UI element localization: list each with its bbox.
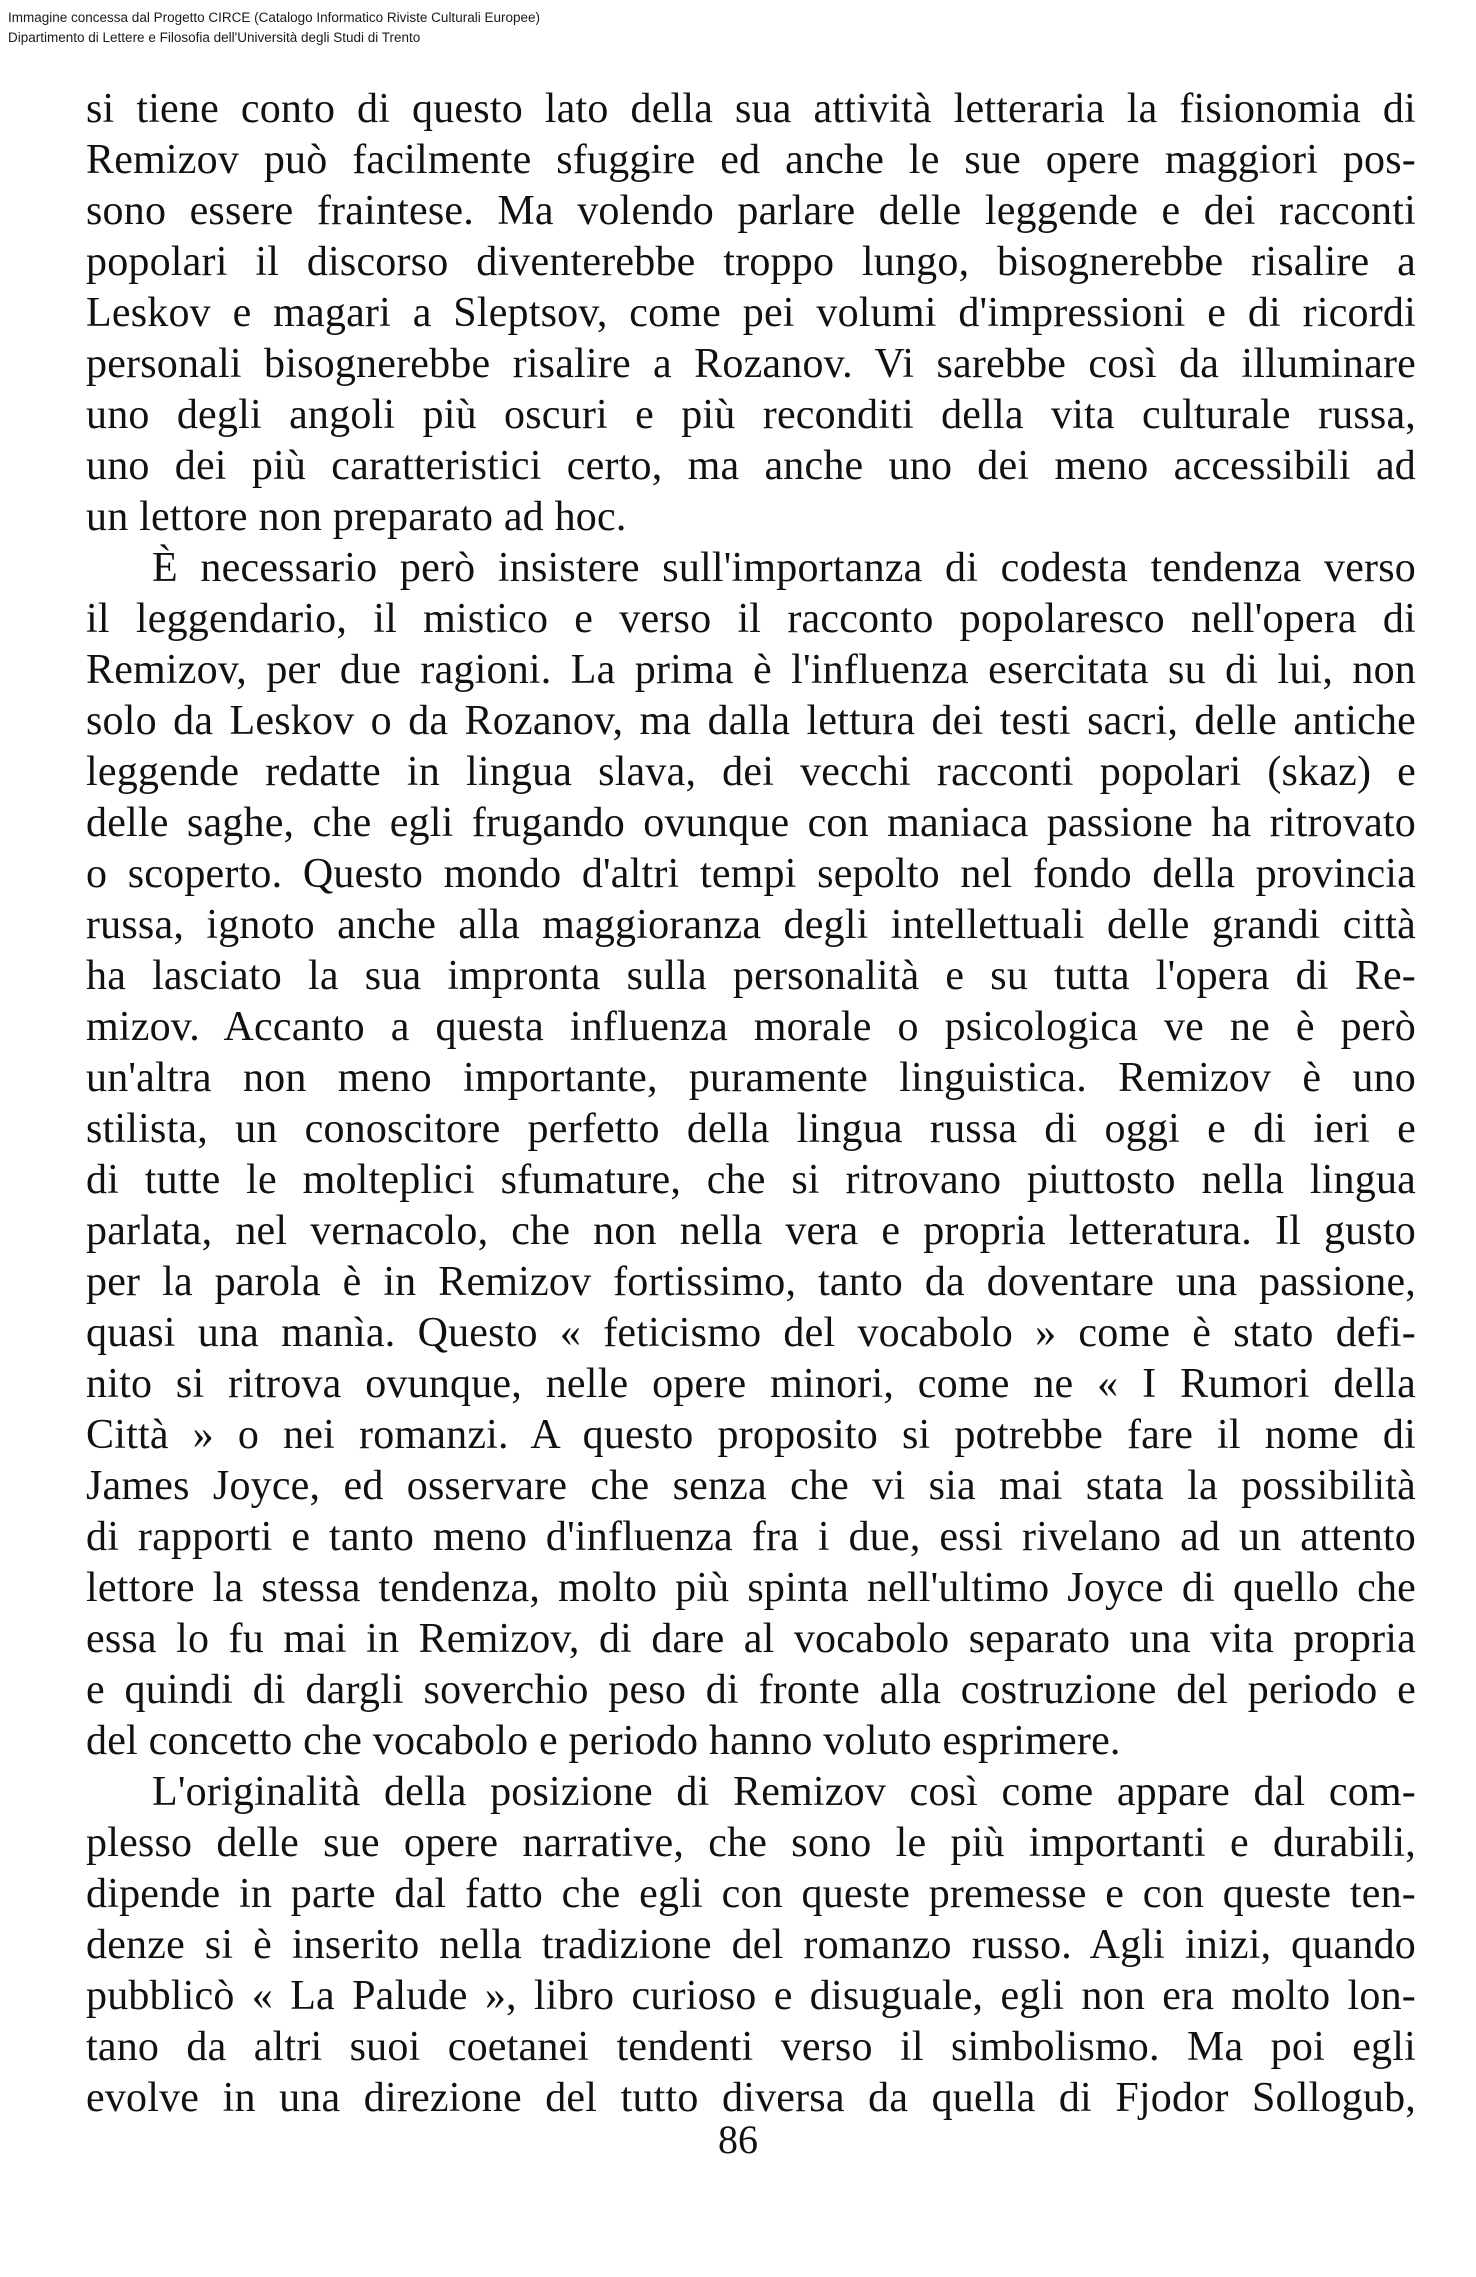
text-line: Città » o nei romanzi. A questo proposito si potrebbe fare il nome di [86, 1412, 1416, 1458]
paragraph [86, 84, 1416, 543]
text-line: Remizov può facilmente sfuggire ed anche le sue opere maggiori pos- [86, 137, 1416, 183]
text-line: parlata, nel vernacolo, che non nella vera e propria letteratura. Il gusto [86, 1208, 1416, 1254]
text-line: e quindi di dargli soverchio peso di fronte alla costruzione del periodo e [86, 1667, 1416, 1713]
paragraph [86, 1767, 1416, 2124]
text-line: solo da Leskov o da Rozanov, ma dalla lettura dei testi sacri, delle antiche [86, 698, 1416, 744]
text-line: russa, ignoto anche alla maggioranza degli intellettuali delle grandi città [86, 902, 1416, 948]
text-line: il leggendario, il mistico e verso il racconto popolaresco nell'opera di [86, 596, 1416, 642]
text-line: si tiene conto di questo lato della sua attività letteraria la fisionomia di [86, 86, 1416, 132]
text-line: leggende redatte in lingua slava, dei vecchi racconti popolari (skaz) e [86, 749, 1416, 795]
attribution-line-1: Immagine concessa dal Progetto CIRCE (Catalogo Informatico Riviste Culturali Europee) [8, 10, 540, 25]
text-line: lettore la stessa tendenza, molto più spinta nell'ultimo Joyce di quello che [86, 1565, 1416, 1611]
text-line: del concetto che vocabolo e periodo hanno voluto esprimere. [86, 1718, 1121, 1764]
text-line: James Joyce, ed osservare che senza che vi sia mai stata la possibilità [86, 1463, 1416, 1509]
text-line: stilista, un conoscitore perfetto della lingua russa di oggi e di ieri e [86, 1106, 1416, 1152]
body-text [86, 84, 1416, 2124]
text-line: uno degli angoli più oscuri e più reconditi della vita culturale russa, [86, 392, 1416, 438]
text-line: sono essere fraintese. Ma volendo parlare delle leggende e dei racconti [86, 188, 1416, 234]
attribution-header [8, 8, 540, 48]
attribution-line-2: Dipartimento di Lettere e Filosofia dell'Università degli Studi di Trento [8, 30, 421, 45]
text-line: un'altra non meno importante, puramente linguistica. Remizov è uno [86, 1055, 1416, 1101]
text-line: popolari il discorso diventerebbe troppo lungo, bisognerebbe risalire a [86, 239, 1416, 285]
text-line: o scoperto. Questo mondo d'altri tempi sepolto nel fondo della provincia [86, 851, 1416, 897]
text-line: personali bisognerebbe risalire a Rozanov. Vi sarebbe così da illuminare [86, 341, 1416, 387]
text-line: pubblicò « La Palude », libro curioso e disuguale, egli non era molto lon- [86, 1973, 1416, 2019]
text-line: delle saghe, che egli frugando ovunque con maniaca passione ha ritrovato [86, 800, 1416, 846]
text-line: evolve in una direzione del tutto diversa da quella di Fjodor Sollogub, [86, 2075, 1416, 2121]
text-line: nito si ritrova ovunque, nelle opere minori, come ne « I Rumori della [86, 1361, 1416, 1407]
text-line: ha lasciato la sua impronta sulla personalità e su tutta l'opera di Re- [86, 953, 1416, 999]
text-line: Remizov, per due ragioni. La prima è l'influenza esercitata su di lui, non [86, 647, 1416, 693]
page-number: 86 [718, 2117, 758, 2162]
text-line: L'originalità della posizione di Remizov così come appare dal com- [152, 1769, 1416, 1815]
text-line: uno dei più caratteristici certo, ma anche uno dei meno accessibili ad [86, 443, 1416, 489]
text-line: plesso delle sue opere narrative, che sono le più importanti e durabili, [86, 1820, 1416, 1866]
text-line: mizov. Accanto a questa influenza morale o psicologica ve ne è però [86, 1004, 1416, 1050]
text-line: un lettore non preparato ad hoc. [86, 494, 627, 540]
text-line: Leskov e magari a Sleptsov, come pei volumi d'impressioni e di ricordi [86, 290, 1416, 336]
text-line: tano da altri suoi coetanei tendenti verso il simbolismo. Ma poi egli [86, 2024, 1416, 2070]
text-line: di rapporti e tanto meno d'influenza fra i due, essi rivelano ad un attento [86, 1514, 1416, 1560]
text-line: di tutte le molteplici sfumature, che si ritrovano piuttosto nella lingua [86, 1157, 1416, 1203]
text-line: quasi una manìa. Questo « feticismo del vocabolo » come è stato defi- [86, 1310, 1416, 1356]
text-line: dipende in parte dal fatto che egli con queste premesse e con queste ten- [86, 1871, 1416, 1917]
text-line: per la parola è in Remizov fortissimo, tanto da doventare una passione, [86, 1259, 1416, 1305]
text-line: È necessario però insistere sull'importanza di codesta tendenza verso [152, 545, 1416, 591]
paragraph [86, 543, 1416, 1767]
text-line: essa lo fu mai in Remizov, di dare al vocabolo separato una vita propria [86, 1616, 1416, 1662]
text-line: denze si è inserito nella tradizione del romanzo russo. Agli inizi, quando [86, 1922, 1416, 1968]
